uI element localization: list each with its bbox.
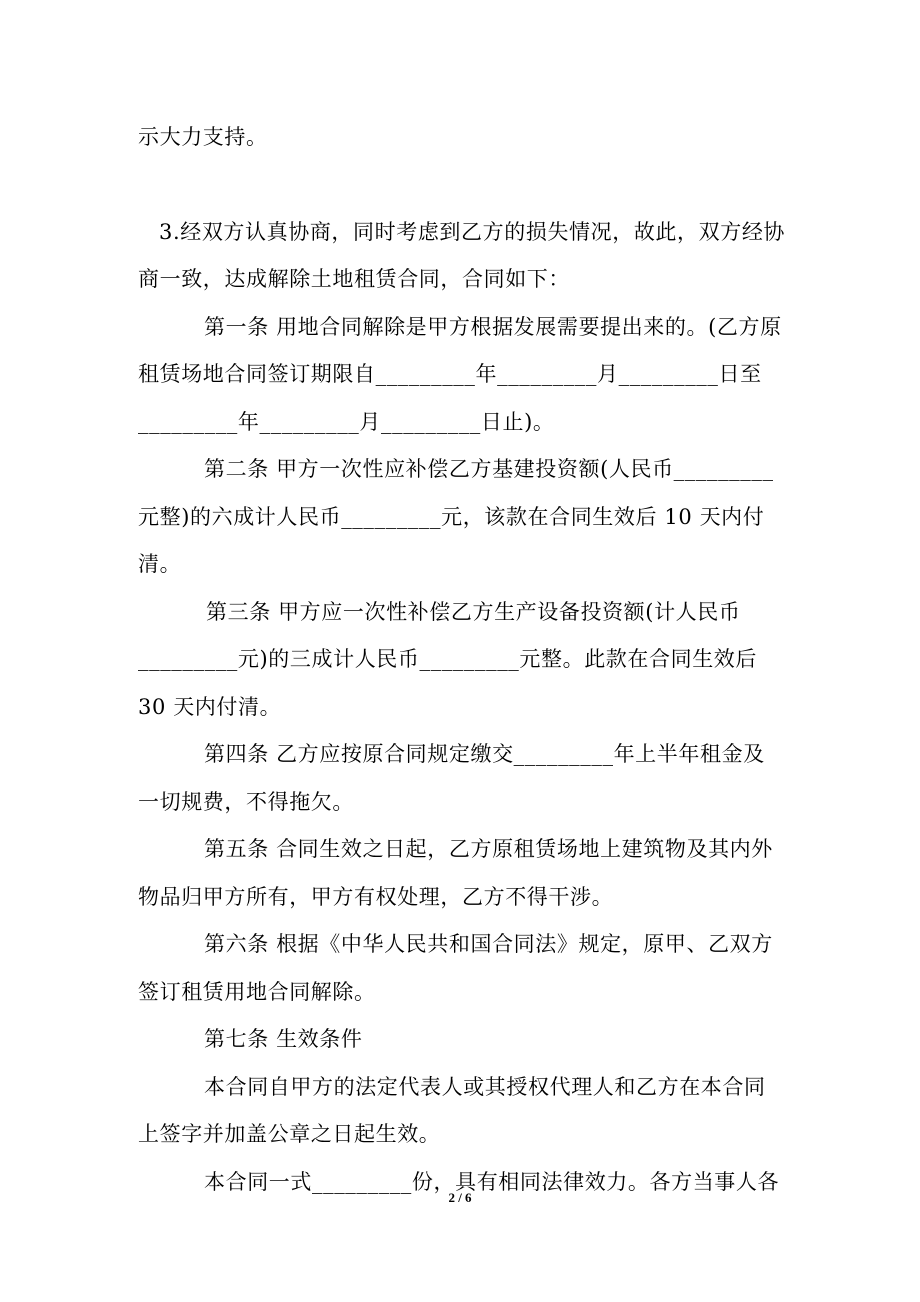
article-2: 第二条 甲方一次性应补偿乙方基建投资额(人民币_________元整)的六成计人民币_________元，该款在合同生效后 10 天内付清。 xyxy=(138,457,774,576)
copies-clause: 本合同一式_________份，具有相同法律效力。各方当事人各 xyxy=(204,1169,780,1194)
article-5: 第五条 合同生效之日起，乙方原租赁场地上建筑物及其内外物品归甲方所有，甲方有权处理，乙方不得干涉。 xyxy=(138,837,773,909)
article-1: 第一条 用地合同解除是甲方根据发展需要提出来的。(乙方原租赁场地合同签订期限自_________年_________月_________日至_________年_________月_________日止)。 xyxy=(138,314,782,434)
effective-condition-text: 本合同自甲方的法定代表人或其授权代理人和乙方在本合同上签字并加盖公章之日起生效。 xyxy=(138,1074,766,1146)
article-6: 第六条 根据《中华人民共和国合同法》规定，原甲、乙双方签订租赁用地合同解除。 xyxy=(138,932,773,1004)
paragraph-item-3: 3.经双方认真协商，同时考虑到乙方的损失情况，故此，双方经协商一致，达成解除土地租赁合同，合同如下： xyxy=(138,219,786,291)
page-number: 2 / 6 xyxy=(448,1190,472,1205)
article-7-heading: 第七条 生效条件 xyxy=(204,1027,363,1051)
paragraph-gap xyxy=(138,162,786,209)
article-4: 第四条 乙方应按原合同规定缴交_________年上半年租金及一切规费，不得拖欠。 xyxy=(138,742,765,814)
article-3: 第三条 甲方应一次性补偿乙方生产设备投资额(计人民币_________元)的三成计人民币_________元整。此款在合同生效后 30 天内付清。 xyxy=(138,599,765,719)
document-body xyxy=(138,114,786,1206)
paragraph-intro-tail: 示大力支持。 xyxy=(138,125,268,149)
